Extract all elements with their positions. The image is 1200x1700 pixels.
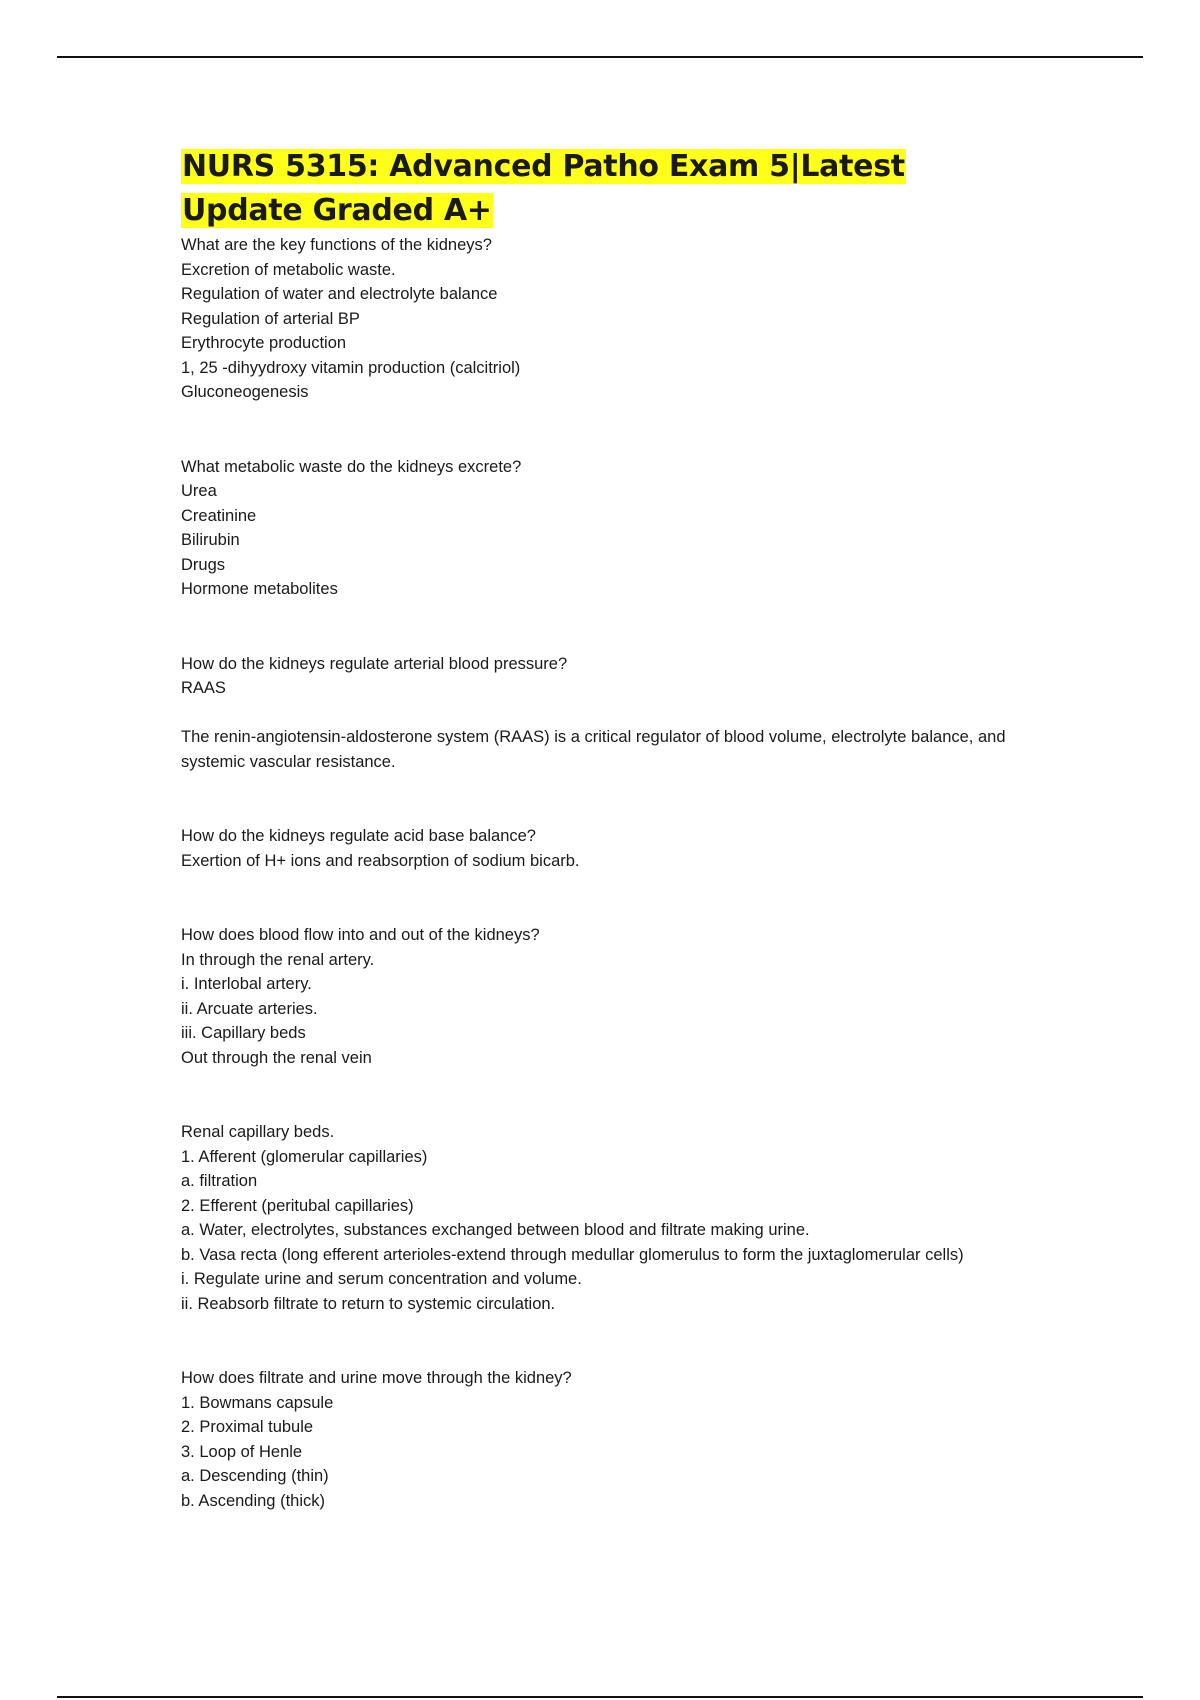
answer-line: a. filtration [181,1172,258,1190]
answer-line: b. Vasa recta (long efferent arterioles-extend through medullar glomerulus to form the juxtaglomerular cells) [181,1245,964,1264]
answer-line: 1, 25 -dihyydroxy vitamin production (calcitriol) [181,358,521,377]
answer-line: 2. Efferent (peritubal capillaries) [181,1196,414,1215]
answer-line: a. Water, electrolytes, substances exchanged between blood and filtrate making urine. [181,1221,810,1239]
answer-line: i. Interlobal artery. [181,975,312,993]
answer-line: Excretion of metabolic waste. [181,260,396,279]
answer-line: 3. Loop of Henle [181,1442,303,1461]
answer-line: i. Regulate urine and serum concentration and volume. [181,1270,582,1288]
qa-section-metabolic-waste [181,455,1011,602]
question: What are the key functions of the kidneys? [181,236,492,254]
answer-line: 1. Bowmans capsule [181,1393,334,1412]
qa-section-capillary-beds [181,1120,1011,1316]
answer-line: ii. Arcuate arteries. [181,999,318,1018]
qa-section-filtrate-path [181,1366,1011,1513]
page-top-rule [57,56,1143,58]
question: How do the kidneys regulate acid base balance? [181,827,536,845]
answer-paragraph: The renin-angiotensin-aldosterone system (RAAS) is a critical regulator of blood volume, electrolyte balance, and systemic vascular resistance. [181,728,1006,771]
answer-line: Out through the renal vein [181,1048,372,1067]
answer-line: Gluconeogenesis [181,383,309,401]
page-bottom-rule [57,1696,1143,1698]
answer-line: RAAS [181,679,226,697]
question: Renal capillary beds. [181,1123,335,1141]
answer-line: b. Ascending (thick) [181,1491,325,1510]
answer-line: Hormone metabolites [181,580,338,598]
question: What metabolic waste do the kidneys excrete? [181,457,522,476]
qa-section-key-functions [181,233,1011,405]
spacer [181,701,1011,726]
answer-line: Erythrocyte production [181,334,347,352]
answer-line: Drugs [181,555,226,574]
question: How does filtrate and urine move through the kidney? [181,1369,572,1387]
answer-line: 2. Proximal tubule [181,1418,314,1436]
qa-section-acid-base [181,824,1011,873]
answer-line: Exertion of H+ ions and reabsorption of sodium bicarb. [181,851,580,870]
question: How do the kidneys regulate arterial blood pressure? [181,654,568,673]
answer-line: Creatinine [181,506,257,525]
qa-section-blood-flow [181,923,1011,1070]
document-title [181,145,1011,233]
answer-line: Bilirubin [181,531,240,549]
answer-line: In through the renal artery. [181,950,375,969]
answer-line: 1. Afferent (glomerular capillaries) [181,1147,428,1166]
answer-line: Urea [181,482,217,500]
answer-line: Regulation of arterial BP [181,309,360,328]
answer-line: a. Descending (thin) [181,1467,329,1485]
answer-line: Regulation of water and electrolyte balance [181,285,498,303]
qa-section-blood-pressure [181,652,1011,775]
title-highlight: NURS 5315: Advanced Patho Exam 5|Latest Update Graded A+ [182,149,905,228]
document-body [181,145,1011,1563]
question: How does blood flow into and out of the kidneys? [181,926,540,944]
answer-line: ii. Reabsorb filtrate to return to systemic circulation. [181,1294,556,1313]
answer-line: iii. Capillary beds [181,1024,306,1042]
